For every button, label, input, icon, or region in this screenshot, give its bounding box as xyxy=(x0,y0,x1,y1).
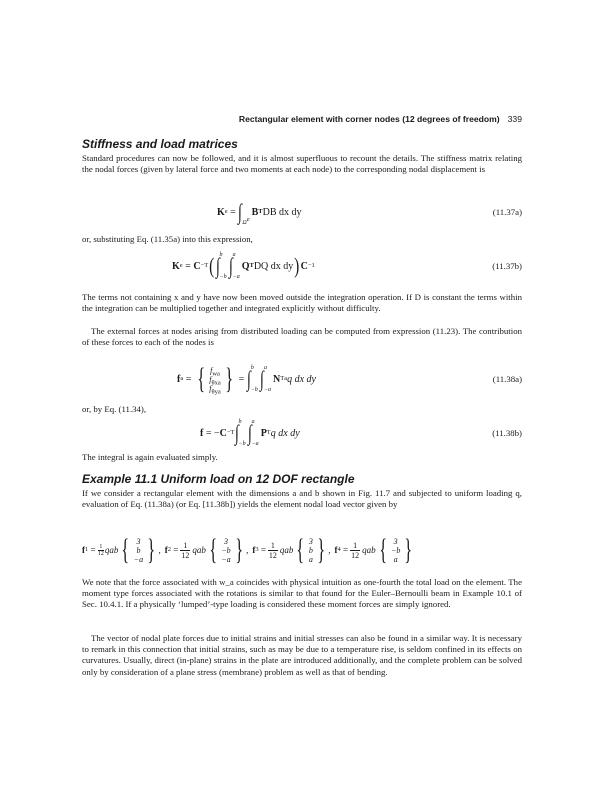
load-vector-1: f 1 = 1 12 qab { 3 b −a } , xyxy=(82,533,161,566)
paragraph-1: Standard procedures can now be followed, and it is almost superfluous to recount the details. The stiffness matrix relating the nodal forces (given by lateral force and two moments at each node) to the corresponding nodal displacement is xyxy=(82,153,522,175)
paragraph-4: The external forces at nodes arising from distributed loading can be computed from expression (11.23). The contribution of these forces to each of the nodes is xyxy=(82,326,522,348)
integral-sign: ∫ xyxy=(238,199,243,224)
paragraph-6: The integral is again evaluated simply. xyxy=(82,452,218,462)
equation-11-38b: f = − C −T ∫ b −b ∫ a −a P T q dx dy (11.38b) xyxy=(200,419,522,447)
load-vector-4: f 4 = $\frac{1}{12}$ qab { 3 −b a } xyxy=(334,533,413,566)
paragraph-8: We note that the force associated with w_a coincides with physical intuition as one-fourth the total load on the element. The moment type forces associated with the rotations is similar to that found for the Euler–Bernoulli beam in Example 10.1 of Sec. 10.4.1. If a physically ‘lumped’-type loading is considered these moment forces are simply ignored. xyxy=(82,577,522,610)
equation-11-37b: K e = C −T ( ∫ b −b ∫ a −a Q T DQ dx dy ) C −1 (11.37b) xyxy=(172,252,522,280)
load-vectors xyxy=(82,530,522,570)
eq1-lhs: K xyxy=(217,206,225,218)
equation-11-38a: f a = { $f_{wa}$ $f_{\theta xa}$ $f_{\theta ya}$ } = ∫ b −b ∫ a −a N T a q dx dy (11.38a) xyxy=(177,362,522,396)
example-heading: Example 11.1 Uniform load on 12 DOF rectangle xyxy=(82,472,355,486)
equation-11-37a: K e = ∫ $\Omega^e$ B T DB dx dy (11.37a) xyxy=(217,199,522,226)
section-heading: Stiffness and load matrices xyxy=(82,137,238,151)
eq2-number: (11.37b) xyxy=(492,261,522,271)
load-vector-3: f 3 = $\frac{1}{12}$ qab { 3 b a } , xyxy=(252,533,331,566)
eq3-number: (11.38a) xyxy=(492,374,522,384)
page-number: 339 xyxy=(507,114,522,124)
running-header xyxy=(82,114,522,124)
load-vector-2: f 2 = $\frac{1}{12}$ qab { 3 −b −a } , xyxy=(164,533,249,566)
paragraph-7: If we consider a rectangular element with the dimensions a and b shown in Fig. 11.7 and subjected to uniform loading q, evaluation of Eq. (11.38a) (or Eq. [11.38b]) yields the element nodal load vector given by xyxy=(82,488,522,510)
running-title: Rectangular element with corner nodes (12 degrees of freedom) xyxy=(238,114,500,124)
paragraph-5: or, by Eq. (11.34), xyxy=(82,404,147,414)
eq4-number: (11.38b) xyxy=(492,428,522,438)
eq1-number: (11.37a) xyxy=(492,207,522,217)
paragraph-2: or, substituting Eq. (11.35a) into this expression, xyxy=(82,234,253,244)
paragraph-3: The terms not containing x and y have now been moved outside the integration operation. If D is constant the terms within the integration can be multiplied together and integrated explicitly without difficulty. xyxy=(82,292,522,314)
paragraph-9: The vector of nodal plate forces due to initial strains and initial stresses can also be found in a similar way. It is necessary to remark in this connection that initial strains, such as may be due to a temperature rise, is seldom confined in its effects on curvatures. Usually, direct (in-plane) strains in the plate are introduced additionally, and the complete problem can be solved only by consideration of a plane stress (membrane) problem as well as that of bending. xyxy=(82,633,522,677)
